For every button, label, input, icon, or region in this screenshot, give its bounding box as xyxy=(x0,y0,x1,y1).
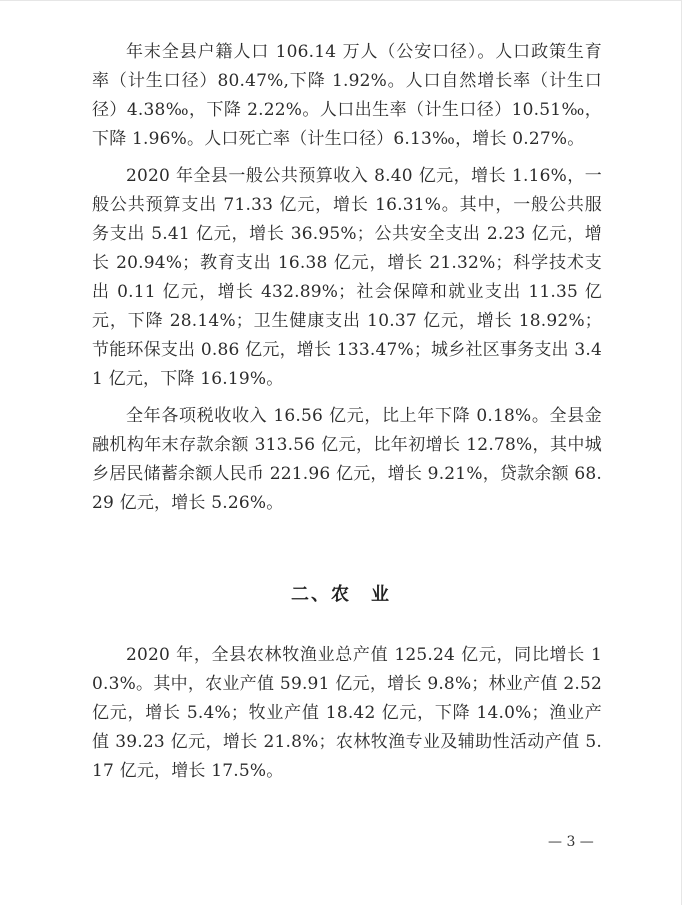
body-text-lower xyxy=(92,641,602,794)
paragraph-budget: 2020 年全县一般公共预算收入 8.40 亿元，增长 1.16%，一般公共预算支出 71.33 亿元，增长 16.31%。其中，一般公共服务支出 5.41 亿元，增长 36.95%；公共安全支出 2.23 亿元，增长 20.94%；教育支出 16.38 亿元，增长 21.32%；科学技术支出 0.11 亿元，增长 432.89%；社会保障和就业支出 11.35 亿元，下降 28.14%；卫生健康支出 10.37 亿元，增长 18.92%；节能环保支出 0.86 亿元，增长 133.47%；城乡社区事务支出 3.41 亿元，下降 16.19%。 xyxy=(92,166,602,389)
paragraph-tax-finance: 全年各项税收收入 16.56 亿元，比上年下降 0.18%。全县金融机构年末存款余额 313.56 亿元，比年初增长 12.78%，其中城乡居民储蓄余额人民币 221.96 亿元，增长 9.21%，贷款余额 68.29 亿元，增长 5.26%。 xyxy=(92,406,602,513)
section-heading: 二、农 业 xyxy=(291,584,391,605)
paragraph-agriculture: 2020 年，全县农林牧渔业总产值 125.24 亿元，同比增长 10.3%。其中，农业产值 59.91 亿元，增长 9.8%；林业产值 2.52 亿元，增长 5.4%；牧业产值 18.42 亿元，下降 14.0%；渔业产值 39.23 亿元，增长 21.8%；农林牧渔专业及辅助性活动产值 5.17 亿元，增长 17.5%。 xyxy=(92,645,602,781)
paragraph-population: 年末全县户籍人口 106.14 万人（公安口径）。人口政策生育率（计生口径）80.47%,下降 1.92%。人口自然增长率（计生口径）4.38‰，下降 2.22%。人口出生率（计生口径）10.51‰，下降 1.96%。人口死亡率（计生口径）6.13‰，增长 0.27%。 xyxy=(92,42,602,149)
page-number-label: — 3 — xyxy=(548,834,594,850)
body-text-upper xyxy=(92,38,602,526)
